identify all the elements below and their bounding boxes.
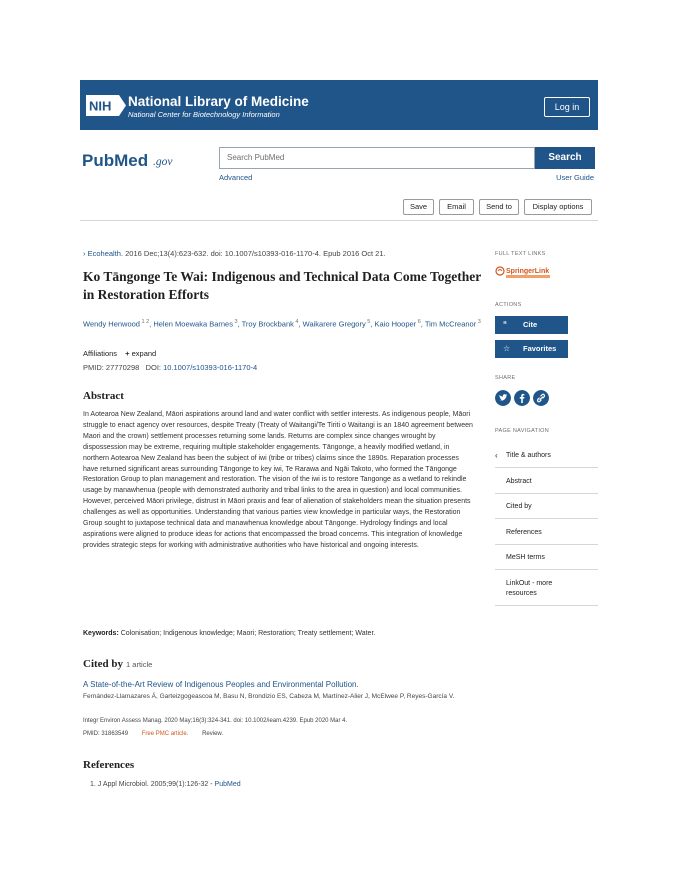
doi-link[interactable]: 10.1007/s10393-016-1170-4 bbox=[163, 363, 258, 372]
nih-logo-text: NIH bbox=[89, 98, 112, 114]
reference-number: 1. bbox=[90, 781, 96, 788]
star-icon: ☆ bbox=[503, 344, 511, 353]
nav-mesh-terms[interactable]: MeSH terms bbox=[506, 554, 545, 561]
display-options-button[interactable]: Display options bbox=[524, 199, 592, 215]
author-link[interactable]: Troy Brockbank bbox=[241, 319, 294, 329]
facebook-icon[interactable] bbox=[514, 390, 530, 406]
divider bbox=[80, 220, 598, 221]
nav-divider bbox=[495, 467, 598, 468]
author-affiliation-number[interactable]: 1 2 bbox=[139, 319, 150, 325]
cite-label: Cite bbox=[523, 320, 538, 329]
chevron-left-icon: ‹ bbox=[495, 451, 498, 460]
cited-by-heading bbox=[83, 658, 152, 670]
nav-cited-by[interactable]: Cited by bbox=[506, 503, 532, 510]
nav-divider bbox=[495, 493, 598, 494]
user-guide-link[interactable]: User Guide bbox=[556, 173, 594, 182]
nav-divider bbox=[495, 518, 598, 519]
keywords bbox=[83, 630, 473, 637]
citation-line bbox=[83, 249, 386, 258]
abstract-heading: Abstract bbox=[83, 390, 124, 402]
citation-chevron: › bbox=[83, 249, 86, 258]
keywords-list: Colonisation; Indigenous knowledge; Maori; Restoration; Treaty settlement; Water. bbox=[120, 630, 376, 637]
author-affiliation-number[interactable]: 3 bbox=[232, 319, 238, 325]
nav-divider bbox=[495, 569, 598, 570]
nav-title-authors-label: Title & authors bbox=[506, 452, 551, 459]
doi-label: DOI: bbox=[145, 363, 161, 372]
page-navigation-label: PAGE NAVIGATION bbox=[495, 428, 550, 434]
nav-divider bbox=[495, 605, 598, 606]
author-link[interactable]: Kaio Hooper bbox=[374, 319, 417, 329]
logo-pub: Pub bbox=[82, 151, 115, 170]
author-affiliation-number[interactable]: 6 bbox=[416, 319, 421, 325]
send-to-button[interactable]: Send to bbox=[479, 199, 519, 215]
cited-article-authors: Fernández-Llamazares Á, Garteizgogeascoa M, Basu N, Brondizio ES, Cabeza M, Martínez-Alier J, McElwee P, Reyes-García V. bbox=[83, 693, 455, 700]
quote-icon: “ bbox=[503, 320, 507, 329]
permalink-icon[interactable] bbox=[533, 390, 549, 406]
nav-references[interactable]: References bbox=[506, 529, 542, 536]
save-button[interactable]: Save bbox=[403, 199, 434, 215]
email-button[interactable]: Email bbox=[439, 199, 474, 215]
cited-article-link[interactable]: A State-of-the-Art Review of Indigenous Peoples and Environmental Pollution. bbox=[83, 680, 359, 689]
nih-logo-icon[interactable] bbox=[86, 95, 126, 116]
author-affiliation-number[interactable]: 3 bbox=[476, 319, 481, 325]
nav-linkout[interactable]: LinkOut - more resources bbox=[506, 580, 553, 597]
author-link[interactable]: Waikarere Gregory bbox=[302, 319, 366, 329]
cited-pmid: PMID: 31863549 bbox=[83, 731, 129, 737]
login-button[interactable]: Log in bbox=[544, 97, 590, 117]
pmid: PMID: 27770298 bbox=[83, 363, 140, 372]
reference-pubmed-link[interactable]: PubMed bbox=[214, 781, 241, 788]
reference-item bbox=[90, 781, 241, 788]
full-text-links-label: FULL TEXT LINKS bbox=[495, 251, 546, 257]
favorites-button[interactable] bbox=[495, 340, 568, 358]
twitter-icon[interactable] bbox=[495, 390, 511, 406]
keywords-label: Keywords: bbox=[83, 630, 119, 637]
references-heading: References bbox=[83, 759, 135, 771]
favorites-label: Favorites bbox=[523, 344, 557, 353]
citation-details: 2016 Dec;13(4):623-632. doi: 10.1007/s10393-016-1170-4. Epub 2016 Oct 21. bbox=[125, 249, 386, 258]
author-list: Wendy Henwood $^{1 2}$, Helen Moewaka Barnes $^3$, Troy Brockbank $^4$, Waikarere Gregory $^5$, Kaio Hooper $^6$, Tim McCreanor $^3$ bbox=[83, 319, 481, 329]
logo-gov: .gov bbox=[153, 156, 173, 168]
pubmed-page bbox=[80, 80, 598, 820]
author-link[interactable]: Tim McCreanor bbox=[424, 319, 477, 329]
affiliations-toggle[interactable] bbox=[83, 349, 156, 358]
nih-header bbox=[80, 80, 598, 130]
ncbi-subtitle: National Center for Biotechnology Information bbox=[128, 110, 280, 119]
cited-article-journal: Integr Environ Assess Manag. 2020 May;16(3):324-341. doi: 10.1002/ieam.4239. Epub 2020 Mar 4. bbox=[83, 718, 348, 724]
author-link[interactable]: Wendy Henwood bbox=[83, 319, 140, 329]
springer-text: SpringerLink bbox=[506, 268, 550, 275]
search-input[interactable]: Search PubMed bbox=[219, 147, 535, 169]
nav-abstract[interactable]: Abstract bbox=[506, 478, 532, 485]
author-link[interactable]: Helen Moewaka Barnes bbox=[153, 319, 233, 329]
cited-by-title: Cited by bbox=[83, 658, 124, 670]
free-pmc-badge: Free PMC article. bbox=[141, 731, 189, 737]
nav-divider bbox=[495, 544, 598, 545]
cite-button[interactable] bbox=[495, 316, 568, 334]
reference-text: J Appl Microbiol. 2005;99(1):126-32 - bbox=[97, 781, 213, 788]
article-identifiers bbox=[83, 363, 257, 372]
springerlink-logo[interactable] bbox=[495, 265, 551, 279]
affiliations-label: Affiliations bbox=[83, 349, 118, 358]
actions-label: ACTIONS bbox=[495, 302, 522, 308]
logo-med: Med bbox=[114, 151, 149, 170]
expand-label: expand bbox=[131, 349, 157, 358]
abstract-text: In Aotearoa New Zealand, Māori aspirations around land and water conflict with settler interests. As indigenous people, Māori struggle to enact agency over resources, despite Treaty (Treaty of Waitangi/Te Tiriti o Waitangi is an 1840 agreement between Maori and the crown) settlement processes returning some lands. Returns are complex since changes wrought by dispossession may be extreme, requiring multiple stakeholder engagements. Tāngonge, a heavily modified wetland, in northern Aotearoa New Zealand has been the subject of iwi (tribe or tribes) claims since the 1890s. Reparation processes have returned significant areas surrounding Tāngonge to key iwi, Te Rarawa and Ngāi Takoto, who formed the Tāngonge Restoration Group to plan management and restoration. The vision of the iwi is to restore Tangonge as a wetland to rekindle usage by manawhenua (people with demonstrated authority and tribal links to the area in question) and local communities. However, perceived Māori privilege, distrust in Māori praxis and fear of alienation of stakeholders mean the situation presents challenges as well as opportunities. Understanding that various parties view knowledge in particular ways, the Restoration Group sought to juxtapose technical data and manawhenua knowledge about Tāngonge. Hydrology findings and local aspirations were aligned to produce ideas for actions that encompassed the broad concerns. This integration of knowledge provides strategic steps for working with administrative authorities who have historical and ongoing interests. bbox=[83, 411, 473, 549]
journal-link[interactable]: Ecohealth. bbox=[87, 249, 124, 258]
cited-article-meta bbox=[83, 731, 223, 737]
article-title: Ko Tāngonge Te Wai: Indigenous and Technical Data Come Together in Restoration Efforts bbox=[83, 269, 481, 302]
author-affiliation-number[interactable]: 5 bbox=[365, 319, 371, 325]
nav-title-authors[interactable] bbox=[495, 451, 598, 461]
share-label: SHARE bbox=[495, 375, 516, 381]
cited-by-count: 1 article bbox=[126, 660, 153, 669]
pubmed-logo[interactable] bbox=[82, 148, 192, 174]
search-button[interactable]: Search bbox=[535, 147, 595, 169]
advanced-search-link[interactable]: Advanced bbox=[219, 173, 253, 182]
author-affiliation-number[interactable]: 4 bbox=[293, 319, 299, 325]
plus-icon: + bbox=[125, 349, 130, 358]
nlm-title[interactable]: National Library of Medicine bbox=[128, 94, 309, 109]
review-badge: Review. bbox=[202, 731, 224, 737]
